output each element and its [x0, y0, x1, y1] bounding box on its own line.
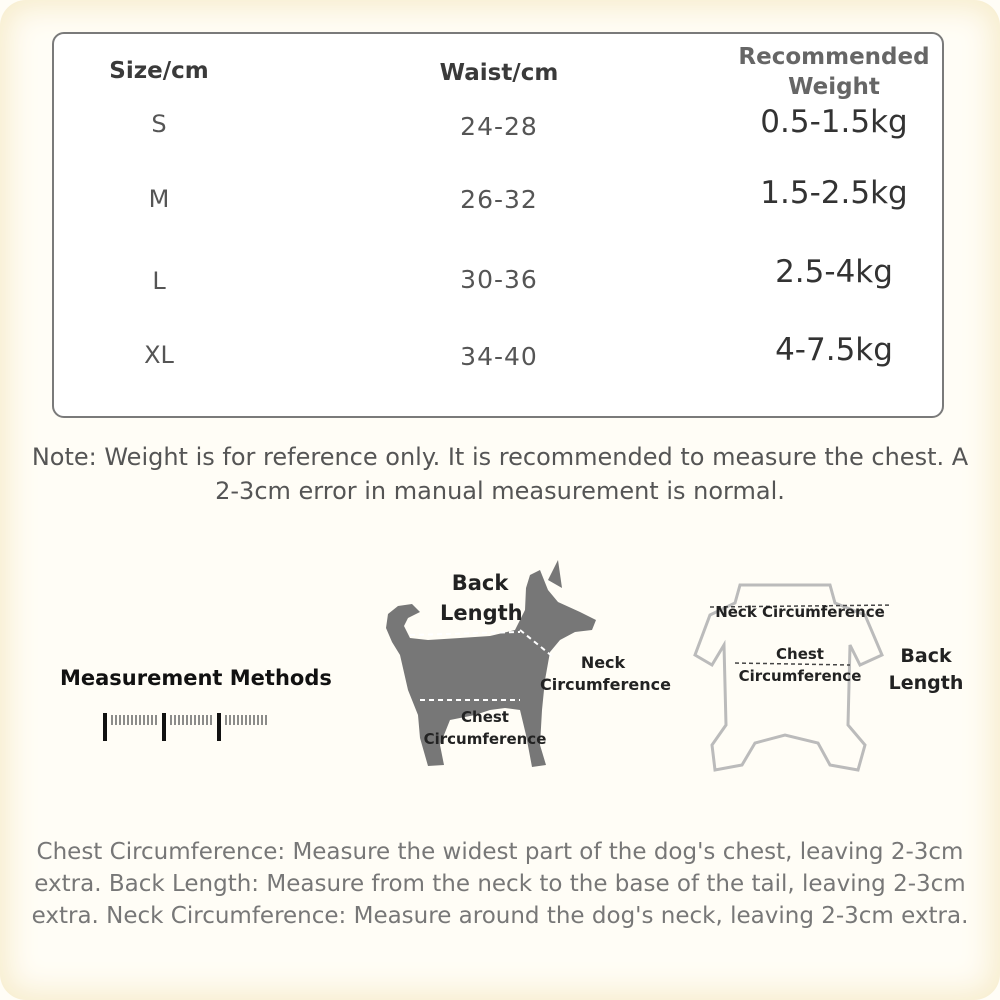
weight-note — [10, 440, 990, 508]
dog-diagram — [380, 560, 670, 780]
row-m-size: M — [148, 185, 170, 213]
shirt-back-line2: Length — [888, 672, 964, 694]
shirt-back-line1: Back — [900, 645, 952, 667]
shirt-chest-label — [730, 643, 870, 687]
header-size: Size/cm — [109, 58, 209, 84]
row-m-weight: 1.5-2.5kg — [760, 175, 908, 211]
ruler-icon — [100, 705, 275, 745]
dog-chest-line2: Circumference — [423, 730, 547, 748]
dog-neck-label — [540, 652, 671, 696]
shirt-chest-line2: Circumference — [738, 667, 862, 685]
shirt-diagram — [690, 575, 970, 775]
row-xl-waist: 34-40 — [460, 342, 538, 371]
row-l-size: L — [152, 267, 166, 295]
dog-back-length-line2: Length — [440, 601, 523, 625]
measurement-description — [10, 836, 990, 932]
shirt-chest-line1: Chest — [776, 645, 824, 663]
dog-neck-line1: Neck — [580, 653, 626, 672]
row-m-waist: 26-32 — [460, 185, 538, 214]
dog-neck-line2: Circumference — [540, 675, 671, 694]
row-xl-weight: 4-7.5kg — [775, 332, 893, 368]
note-line-2: 2-3cm error in manual measurement is normal. — [215, 477, 785, 505]
dog-back-length-line1: Back — [451, 571, 509, 595]
header-weight-line1: Recommended — [738, 44, 930, 70]
size-table — [52, 32, 944, 418]
row-xl-size: XL — [144, 341, 174, 369]
desc-line-2: extra. Back Length: Measure from the neck to the base of the tail, leaving 2-3cm — [34, 871, 966, 897]
row-s-size: S — [151, 110, 167, 138]
shirt-back-length-label — [886, 643, 966, 697]
measurement-methods-title: Measurement Methods — [60, 666, 332, 690]
row-s-waist: 24-28 — [460, 112, 538, 141]
header-waist: Waist/cm — [439, 60, 559, 86]
note-line-1: Note: Weight is for reference only. It is recommended to measure the chest. A — [31, 443, 969, 471]
dog-chest-line1: Chest — [461, 708, 509, 726]
row-l-waist: 30-36 — [460, 265, 538, 294]
header-weight — [734, 42, 934, 102]
desc-line-1: Chest Circumference: Measure the widest part of the dog's chest, leaving 2-3cm — [36, 839, 964, 865]
dog-back-length-label — [440, 568, 523, 628]
shirt-neck-label: Neck Circumference — [715, 603, 885, 621]
row-s-weight: 0.5-1.5kg — [760, 104, 908, 140]
row-l-weight: 2.5-4kg — [775, 254, 893, 290]
dog-chest-label — [422, 706, 548, 750]
desc-line-3: extra. Neck Circumference: Measure around the dog's neck, leaving 2-3cm extra. — [31, 903, 969, 929]
header-weight-line2: Weight — [788, 74, 880, 100]
